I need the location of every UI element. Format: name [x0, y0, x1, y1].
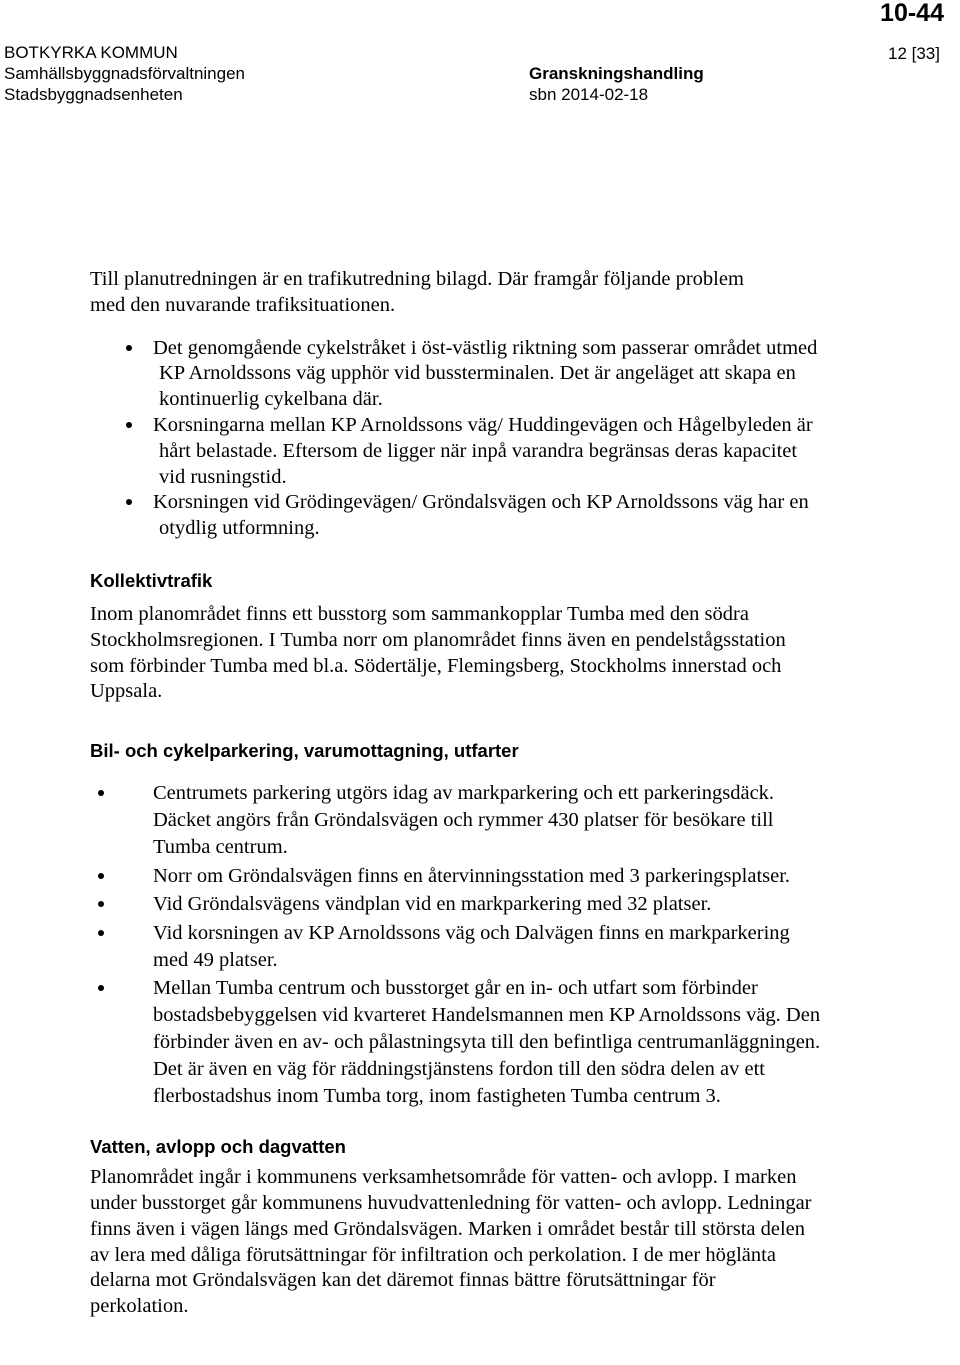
- list-item: [90, 975, 830, 1110]
- parking-list: [90, 780, 830, 1110]
- unit-name: Stadsbyggnadsenheten: [4, 85, 183, 104]
- page-indicator: 12 [33]: [888, 44, 940, 63]
- list-item-text: Vid Gröndalsvägens vändplan vid en markparkering med 32 platser.: [153, 893, 712, 916]
- bullet-icon: [98, 873, 104, 879]
- list-item: [90, 490, 820, 542]
- bullet-icon: [98, 985, 104, 991]
- list-item: [90, 920, 830, 974]
- bullet-icon: [126, 422, 132, 428]
- list-item-text: Vid korsningen av KP Arnoldssons väg och Dalvägen finns en markparkering med 49 platser.: [153, 921, 790, 971]
- list-item-text: Norr om Gröndalsvägen finns en återvinningsstation med 3 parkeringsplatser.: [153, 864, 791, 887]
- list-item: [90, 780, 830, 861]
- section-heading-water: Vatten, avlopp och dagvatten: [90, 1136, 346, 1158]
- list-item-text: Mellan Tumba centrum och busstorget går en in- och utfart som förbinder bostadsbebyggelsen vid kvarteret Handelsmannen men KP Arnoldssons väg. Den förbinder även en av- och pålastningsyta till den befintliga centrumanläggningen. Det är även en väg för räddningstjänstens fordon till den södra delen av ett flerbostadshus inom Tumba torg, inom fastigheten Tumba centrum 3.: [153, 977, 821, 1108]
- water-text: Planområdet ingår i kommunens verksamhetsområde för vatten- och avlopp. I marken under busstorget går kommunens huvudvattenledning för vatten- och avlopp. Ledningar finns även i vägen längs med Gröndalsvägen. Marken i området består till största delen av lera med dåliga förutsättningar för infiltration och perkolation. I de mer höglänta delarna mot Gröndalsvägen kan det däremot finnas bättre förutsättningar för perkolation.: [90, 1166, 812, 1318]
- document-body: [90, 267, 930, 1320]
- list-item: [90, 863, 830, 890]
- list-item-text: Korsningarna mellan KP Arnoldssons väg/ Huddingevägen och Hågelbyleden är hårt belastade. Eftersom de ligger när inpå varandra begränsas deras kapacitet vid rusningstid.: [153, 413, 813, 488]
- list-item: [90, 336, 820, 413]
- section-heading-public-transport: Kollektivtrafik: [90, 569, 213, 591]
- traffic-problem-list: [90, 336, 820, 542]
- traffic-intro: Till planutredningen är en trafikutredning bilagd. Där framgår följande problem med den nuvarande trafiksituationen.: [90, 268, 744, 316]
- list-item: [90, 413, 820, 490]
- section-heading-parking: Bil- och cykelparkering, varumottagning, utfarter: [90, 740, 519, 762]
- bullet-icon: [126, 499, 132, 505]
- list-item-text: Det genomgående cykelstråket i öst-västlig riktning som passerar området utmed KP Arnoldssons väg upphör vid bussterminalen. Det är angeläget att skapa en kontinuerlig cykelbana där.: [153, 336, 818, 411]
- document-date: sbn 2014-02-18: [529, 85, 649, 104]
- department-name: Samhällsbyggnadsförvaltningen: [4, 64, 245, 83]
- bullet-icon: [98, 930, 104, 936]
- bullet-icon: [126, 345, 132, 351]
- document-type: Granskningshandling: [529, 64, 704, 83]
- list-item-text: Korsningen vid Grödingevägen/ Gröndalsvägen och KP Arnoldssons väg har en otydlig utformning.: [153, 491, 809, 540]
- list-item-text: Centrumets parkering utgörs idag av markparkering och ett parkeringsdäck. Däcket angörs från Gröndalsvägen och rymmer 430 platser för besökare till Tumba centrum.: [153, 782, 775, 859]
- public-transport-text: Inom planområdet finns ett busstorg som sammankopplar Tumba med den södra Stockholmsregionen. I Tumba norr om planområdet finns även en pendelstågsstation som förbinder Tumba med bl.a. Södertälje, Flemingsberg, Stockholms innerstad och Uppsala.: [90, 602, 786, 703]
- list-item: [90, 891, 830, 918]
- case-number: 10-44: [880, 0, 944, 27]
- organization-name: BOTKYRKA KOMMUN: [4, 43, 178, 62]
- bullet-icon: [98, 790, 104, 796]
- bullet-icon: [98, 901, 104, 907]
